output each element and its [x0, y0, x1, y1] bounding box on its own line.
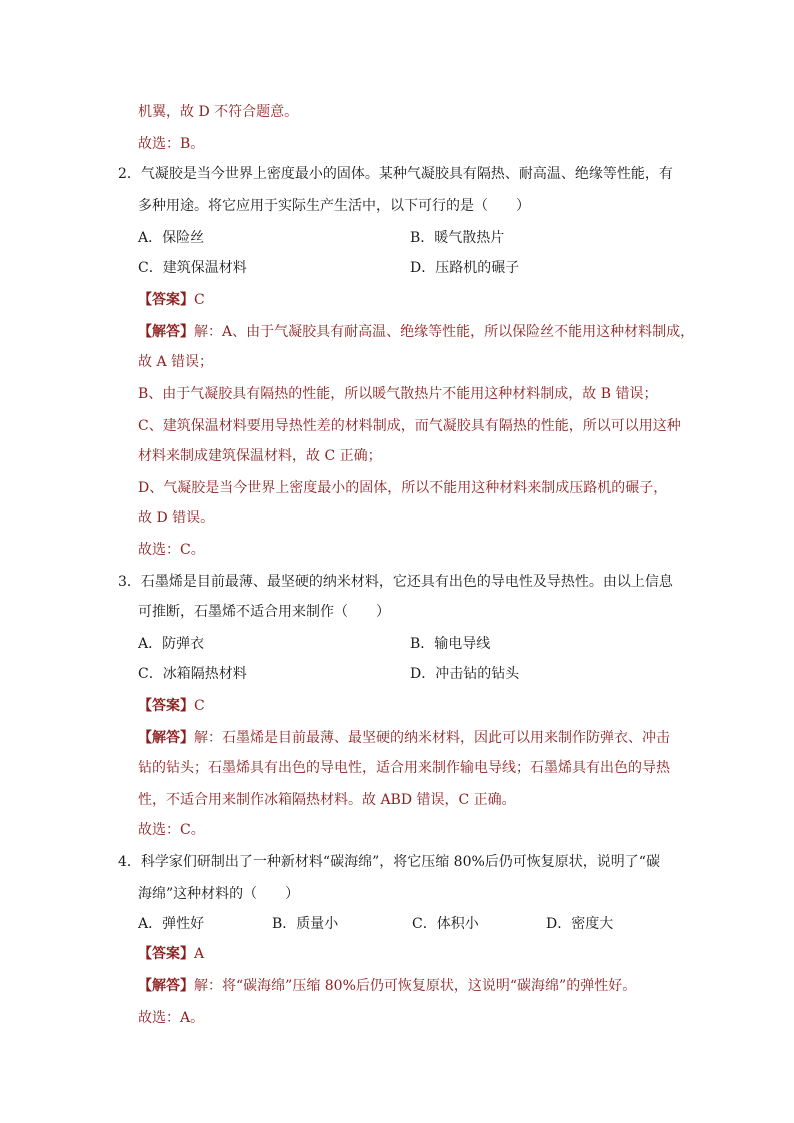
q2-explain-tag: 【解答】	[138, 324, 194, 340]
q2-stem-line1: 2．气凝胶是当今世界上密度最小的固体。某种气凝胶具有隔热、耐高温、绝缘等性能，有	[118, 166, 673, 182]
q2-option-d: D．压路机的碾子	[410, 260, 520, 276]
q2-explain-line7: 故 D 错误。	[138, 510, 215, 526]
q2-option-b: B．暖气散热片	[410, 230, 505, 246]
q2-answer-value: C	[194, 292, 205, 308]
q2-explain-line2: 故 A 错误；	[138, 354, 214, 370]
prev-select: 故选：B。	[138, 136, 205, 152]
q3-select: 故选：C。	[138, 822, 205, 838]
q3-explain-line2: 钻的钻头；石墨烯具有出色的导电性，适合用来制作输电导线；石墨烯具有出色的导热	[138, 760, 670, 776]
q2-explain-line4: C、建筑保温材料要用导热性差的材料制成，而气凝胶具有隔热的性能，所以可以用这种	[138, 418, 681, 434]
q3-answer-tag: 【答案】	[138, 698, 194, 714]
q2-explain-line1: 【解答】解：A、由于气凝胶具有耐高温、绝缘等性能，所以保险丝不能用这种材料制成，	[138, 324, 695, 340]
q2-explain-line5: 材料来制成建筑保温材料，故 C 正确；	[138, 448, 382, 464]
q2-option-a: A．保险丝	[138, 230, 205, 246]
q2-option-c: C．建筑保温材料	[138, 260, 247, 276]
q3-option-d: D．冲击钻的钻头	[410, 666, 520, 682]
q2-answer-tag: 【答案】	[138, 292, 194, 308]
q3-answer	[138, 696, 205, 716]
q4-answer-value: A	[194, 946, 205, 962]
q4-option-c: C．体积小	[412, 916, 479, 932]
q2-stem-line2: 多种用途。将它应用于实际生产生活中，以下可行的是（ ）	[138, 198, 530, 214]
q2-explain-line6: D、气凝胶是当今世界上密度最小的固体，所以不能用这种材料来制成压路机的碾子，	[138, 480, 668, 496]
q3-explain-line1: 【解答】解：石墨烯是目前最薄、最坚硬的纳米材料，因此可以用来制作防弹衣、冲击	[138, 730, 670, 746]
q3-stem-line1: 3．石墨烯是目前最薄、最坚硬的纳米材料，它还具有出色的导电性及导热性。由以上信息	[118, 574, 673, 590]
q3-stem-line2: 可推断，石墨烯不适合用来制作（ ）	[138, 604, 390, 620]
q4-select: 故选：A。	[138, 1010, 205, 1026]
q4-stem-line2: 海绵”这种材料的（ ）	[138, 886, 300, 902]
q3-answer-value: C	[194, 698, 205, 714]
q3-option-c: C．冰箱隔热材料	[138, 666, 247, 682]
q4-stem-line1: 4．科学家们研制出了一种新材料“碳海绵”，将它压缩 80%后仍可恢复原状，说明了“碳	[118, 854, 660, 870]
q4-option-d: D．密度大	[546, 916, 614, 932]
q2-select: 故选：C。	[138, 542, 205, 558]
q3-option-a: A．防弹衣	[138, 636, 205, 652]
q4-option-a: A．弹性好	[138, 916, 205, 932]
q4-option-b: B．质量小	[272, 916, 339, 932]
q4-answer-tag: 【答案】	[138, 946, 194, 962]
q4-explain-tag: 【解答】	[138, 978, 194, 994]
prev-explain-tail: 机翼，故 D 不符合题意。	[138, 104, 299, 120]
q3-option-b: B．输电导线	[410, 636, 491, 652]
q4-answer	[138, 944, 204, 964]
q3-explain-tag: 【解答】	[138, 730, 194, 746]
q3-explain-line3: 性，不适合用来制作冰箱隔热材料。故 ABD 错误，C 正确。	[138, 792, 516, 808]
q4-explain-line1: 【解答】解：将“碳海绵”压缩 80%后仍可恢复原状，这说明“碳海绵”的弹性好。	[138, 978, 637, 994]
q2-explain-line3: B、由于气凝胶具有隔热的性能，所以暖气散热片不能用这种材料制成，故 B 错误；	[138, 386, 658, 402]
q2-answer	[138, 290, 205, 310]
